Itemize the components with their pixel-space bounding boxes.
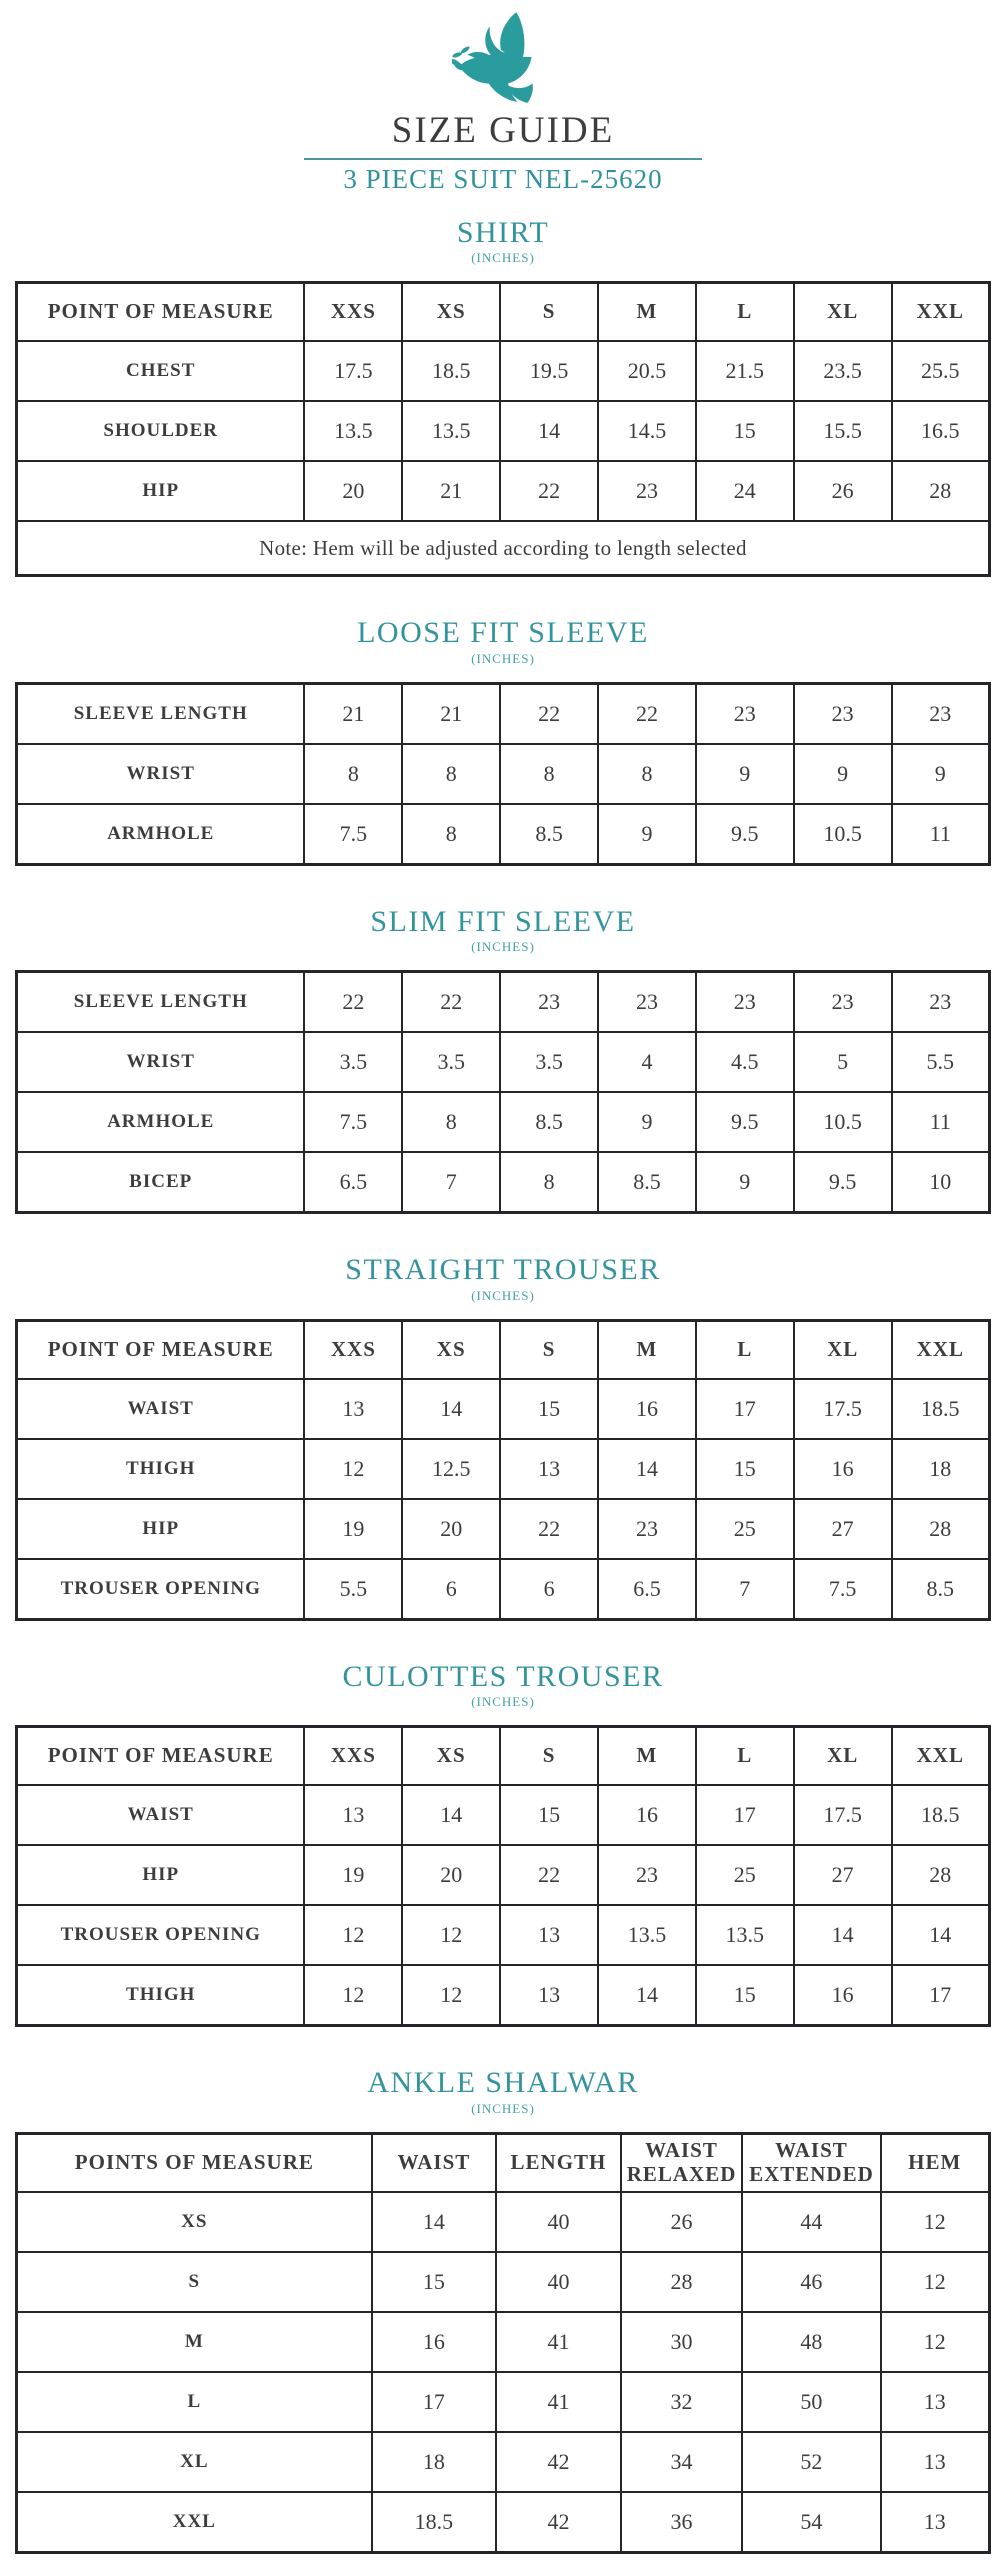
value-cell: 21.5 [696,341,794,401]
value-cell: 8 [402,744,500,804]
size-column-header: L [696,1727,794,1786]
value-cell: 13 [304,1379,402,1439]
value-cell: 6 [402,1559,500,1620]
row-label-cell: THIGH [17,1965,305,2026]
section-title: SLIM FIT SLEEVE [370,904,636,938]
value-cell: 3.5 [500,1032,598,1092]
value-cell: 14 [794,1905,892,1965]
value-cell: 23 [696,972,794,1033]
value-cell: 15.5 [794,401,892,461]
brand-logo [0,8,1006,112]
column-header-row [17,1727,990,1786]
table-row [17,2492,990,2553]
value-cell: 25 [696,1499,794,1559]
row-label-cell: BICEP [17,1152,305,1213]
row-label-cell: WRIST [17,1032,305,1092]
value-cell: 7.5 [304,804,402,865]
table-row [17,683,990,744]
size-table-straight-trouser [15,1319,991,1621]
section-straight-trouser [0,1254,1006,1621]
value-cell: 18 [892,1439,990,1499]
value-cell: 12 [881,2192,990,2252]
row-label-cell: S [17,2252,372,2312]
value-cell: 6.5 [304,1152,402,1213]
size-column-header: M [598,1727,696,1786]
table-row [17,1439,990,1499]
row-label-cell: HIP [17,1845,305,1905]
size-column-header: XXL [892,283,990,342]
value-cell: 12 [881,2312,990,2372]
value-cell: 13.5 [402,401,500,461]
value-cell: 13 [304,1785,402,1845]
section-title: SHIRT [456,215,550,249]
size-column-header: S [500,1727,598,1786]
value-cell: 18.5 [892,1379,990,1439]
value-cell: 22 [304,972,402,1033]
size-column-header: WAIST RELAXED [621,2133,743,2192]
measure-column-header: POINTS OF MEASURE [17,2133,372,2192]
value-cell: 7.5 [304,1092,402,1152]
value-cell: 16 [598,1785,696,1845]
size-column-header: WAIST EXTENDED [742,2133,880,2192]
value-cell: 4 [598,1032,696,1092]
value-cell: 44 [742,2192,880,2252]
value-cell: 9 [696,1152,794,1213]
value-cell: 19.5 [500,341,598,401]
value-cell: 13.5 [696,1905,794,1965]
value-cell: 9 [892,744,990,804]
row-label-cell: ARMHOLE [17,1092,305,1152]
value-cell: 23 [598,972,696,1033]
column-header-row [17,1320,990,1379]
row-label-cell: HIP [17,1499,305,1559]
table-row [17,401,990,461]
value-cell: 9 [696,744,794,804]
value-cell: 28 [892,1845,990,1905]
row-label-cell: SLEEVE LENGTH [17,683,305,744]
section-unit-label: (INCHES) [471,1287,535,1303]
value-cell: 11 [892,804,990,865]
value-cell: 5 [794,1032,892,1092]
size-column-header: XL [794,283,892,342]
value-cell: 54 [742,2492,880,2553]
size-column-header: WAIST [372,2133,497,2192]
row-label-cell: TROUSER OPENING [17,1905,305,1965]
size-column-header: LENGTH [496,2133,621,2192]
value-cell: 8.5 [500,804,598,865]
table-row [17,461,990,521]
page-title: SIZE GUIDE [391,110,615,151]
value-cell: 15 [696,1439,794,1499]
value-cell: 36 [621,2492,743,2553]
row-label-cell: WAIST [17,1379,305,1439]
section-title: CULOTTES TROUSER [342,1659,664,1693]
value-cell: 34 [621,2432,743,2492]
value-cell: 19 [304,1845,402,1905]
row-label-cell: TROUSER OPENING [17,1559,305,1620]
value-cell: 7.5 [794,1559,892,1620]
row-label-cell: SHOULDER [17,401,305,461]
table-row [17,1965,990,2026]
value-cell: 4.5 [696,1032,794,1092]
size-column-header: XXS [304,1727,402,1786]
value-cell: 10.5 [794,1092,892,1152]
section-unit-label: (INCHES) [471,650,535,666]
size-column-header: XL [794,1727,892,1786]
section-culottes-trouser [0,1661,1006,2028]
value-cell: 23 [696,683,794,744]
row-label-cell: ARMHOLE [17,804,305,865]
size-column-header: XXS [304,283,402,342]
value-cell: 21 [304,683,402,744]
value-cell: 11 [892,1092,990,1152]
value-cell: 21 [402,683,500,744]
size-column-header: XL [794,1320,892,1379]
value-cell: 17 [372,2372,497,2432]
value-cell: 8 [304,744,402,804]
value-cell: 8 [500,744,598,804]
size-column-header: L [696,1320,794,1379]
value-cell: 22 [402,972,500,1033]
value-cell: 52 [742,2432,880,2492]
value-cell: 20 [304,461,402,521]
value-cell: 26 [794,461,892,521]
table-row [17,2192,990,2252]
value-cell: 3.5 [402,1032,500,1092]
table-row [17,1785,990,1845]
column-header-row [17,2133,990,2192]
table-row [17,1499,990,1559]
size-sections [0,217,1006,2554]
value-cell: 16 [794,1439,892,1499]
value-cell: 18.5 [372,2492,497,2553]
value-cell: 9 [598,804,696,865]
value-cell: 13.5 [598,1905,696,1965]
value-cell: 22 [500,1845,598,1905]
value-cell: 9.5 [696,804,794,865]
value-cell: 23.5 [794,341,892,401]
value-cell: 48 [742,2312,880,2372]
value-cell: 15 [696,1965,794,2026]
page-header [0,8,1006,195]
value-cell: 6 [500,1559,598,1620]
value-cell: 13 [500,1439,598,1499]
section-loose-fit-sleeve [0,617,1006,866]
row-label-cell: WRIST [17,744,305,804]
table-row [17,1379,990,1439]
value-cell: 14 [500,401,598,461]
value-cell: 12.5 [402,1439,500,1499]
section-title: ANKLE SHALWAR [367,2066,639,2100]
section-unit-label: (INCHES) [471,250,535,266]
value-cell: 17 [696,1785,794,1845]
value-cell: 28 [621,2252,743,2312]
value-cell: 19 [304,1499,402,1559]
table-row [17,804,990,865]
value-cell: 15 [372,2252,497,2312]
size-table-culottes-trouser [15,1725,991,2027]
value-cell: 6.5 [598,1559,696,1620]
row-label-cell: THIGH [17,1439,305,1499]
value-cell: 26 [621,2192,743,2252]
size-column-header: XS [402,1320,500,1379]
row-label-cell: L [17,2372,372,2432]
size-column-header: XS [402,283,500,342]
value-cell: 20.5 [598,341,696,401]
size-column-header: XXL [892,1320,990,1379]
value-cell: 23 [892,972,990,1033]
measure-column-header: POINT OF MEASURE [17,283,305,342]
value-cell: 27 [794,1499,892,1559]
value-cell: 46 [742,2252,880,2312]
note-cell: Note: Hem will be adjusted according to length selected [17,521,990,576]
value-cell: 8 [402,804,500,865]
section-slim-fit-sleeve [0,906,1006,1215]
size-column-header: M [598,1320,696,1379]
value-cell: 14 [402,1785,500,1845]
value-cell: 25.5 [892,341,990,401]
value-cell: 8 [500,1152,598,1213]
value-cell: 17 [696,1379,794,1439]
value-cell: 8.5 [598,1152,696,1213]
value-cell: 41 [496,2372,621,2432]
value-cell: 12 [881,2252,990,2312]
section-title: STRAIGHT TROUSER [345,1253,661,1287]
value-cell: 17.5 [794,1379,892,1439]
value-cell: 15 [500,1379,598,1439]
value-cell: 20 [402,1499,500,1559]
value-cell: 23 [598,1499,696,1559]
value-cell: 23 [598,461,696,521]
value-cell: 10.5 [794,804,892,865]
value-cell: 8.5 [892,1559,990,1620]
value-cell: 3.5 [304,1032,402,1092]
value-cell: 13 [881,2372,990,2432]
value-cell: 22 [598,683,696,744]
table-row [17,2252,990,2312]
value-cell: 42 [496,2432,621,2492]
size-column-header: S [500,1320,598,1379]
table-row [17,1845,990,1905]
value-cell: 12 [402,1905,500,1965]
value-cell: 9.5 [696,1092,794,1152]
dove-with-olive-branch-icon [452,12,554,106]
size-table-ankle-shalwar [15,2132,991,2554]
size-table-slim-fit-sleeve [15,970,991,1214]
value-cell: 41 [496,2312,621,2372]
table-row [17,1559,990,1620]
value-cell: 12 [304,1905,402,1965]
value-cell: 9.5 [794,1152,892,1213]
value-cell: 28 [892,1499,990,1559]
row-label-cell: CHEST [17,341,305,401]
value-cell: 8 [402,1092,500,1152]
value-cell: 16.5 [892,401,990,461]
size-table-shirt [15,281,991,577]
size-table-loose-fit-sleeve [15,682,991,866]
value-cell: 20 [402,1845,500,1905]
value-cell: 22 [500,683,598,744]
size-column-header: XXS [304,1320,402,1379]
section-unit-label: (INCHES) [471,2100,535,2116]
size-column-header: M [598,283,696,342]
value-cell: 17.5 [304,341,402,401]
value-cell: 8.5 [500,1092,598,1152]
size-column-header: HEM [881,2133,990,2192]
value-cell: 14 [598,1965,696,2026]
value-cell: 14 [598,1439,696,1499]
value-cell: 13 [500,1905,598,1965]
value-cell: 14 [892,1905,990,1965]
value-cell: 14.5 [598,401,696,461]
row-label-cell: XL [17,2432,372,2492]
value-cell: 27 [794,1845,892,1905]
section-shirt [0,217,1006,578]
product-subtitle: 3 PIECE SUIT NEL-25620 [343,163,663,194]
value-cell: 14 [402,1379,500,1439]
value-cell: 5.5 [892,1032,990,1092]
row-label-cell: HIP [17,461,305,521]
value-cell: 50 [742,2372,880,2432]
value-cell: 8 [598,744,696,804]
value-cell: 22 [500,461,598,521]
value-cell: 7 [696,1559,794,1620]
value-cell: 23 [500,972,598,1033]
section-unit-label: (INCHES) [471,939,535,955]
measure-column-header: POINT OF MEASURE [17,1320,305,1379]
table-row [17,341,990,401]
value-cell: 40 [496,2252,621,2312]
value-cell: 23 [794,972,892,1033]
value-cell: 23 [794,683,892,744]
value-cell: 14 [372,2192,497,2252]
value-cell: 7 [402,1152,500,1213]
size-column-header: L [696,283,794,342]
table-row [17,1092,990,1152]
section-unit-label: (INCHES) [471,1694,535,1710]
row-label-cell: WAIST [17,1785,305,1845]
value-cell: 12 [402,1965,500,2026]
value-cell: 13 [881,2492,990,2553]
value-cell: 17.5 [794,1785,892,1845]
value-cell: 16 [794,1965,892,2026]
column-header-row [17,283,990,342]
value-cell: 40 [496,2192,621,2252]
value-cell: 32 [621,2372,743,2432]
value-cell: 13.5 [304,401,402,461]
value-cell: 25 [696,1845,794,1905]
value-cell: 24 [696,461,794,521]
value-cell: 12 [304,1965,402,2026]
value-cell: 5.5 [304,1559,402,1620]
size-column-header: XS [402,1727,500,1786]
row-label-cell: SLEEVE LENGTH [17,972,305,1033]
row-label-cell: M [17,2312,372,2372]
value-cell: 13 [500,1965,598,2026]
size-column-header: S [500,283,598,342]
value-cell: 23 [598,1845,696,1905]
note-row [17,521,990,576]
value-cell: 15 [500,1785,598,1845]
table-row [17,1905,990,1965]
value-cell: 10 [892,1152,990,1213]
value-cell: 17 [892,1965,990,2026]
table-row [17,972,990,1033]
section-title: LOOSE FIT SLEEVE [357,616,649,650]
value-cell: 9 [598,1092,696,1152]
table-row [17,2312,990,2372]
value-cell: 12 [304,1439,402,1499]
title-underline [304,158,702,160]
value-cell: 18.5 [892,1785,990,1845]
value-cell: 15 [696,401,794,461]
row-label-cell: XXL [17,2492,372,2553]
value-cell: 30 [621,2312,743,2372]
value-cell: 22 [500,1499,598,1559]
table-row [17,2432,990,2492]
value-cell: 42 [496,2492,621,2553]
value-cell: 16 [372,2312,497,2372]
measure-column-header: POINT OF MEASURE [17,1727,305,1786]
table-row [17,744,990,804]
section-ankle-shalwar [0,2067,1006,2554]
row-label-cell: XS [17,2192,372,2252]
value-cell: 16 [598,1379,696,1439]
size-column-header: XXL [892,1727,990,1786]
value-cell: 18.5 [402,341,500,401]
value-cell: 18 [372,2432,497,2492]
table-row [17,1032,990,1092]
table-row [17,2372,990,2432]
value-cell: 21 [402,461,500,521]
value-cell: 23 [892,683,990,744]
table-row [17,1152,990,1213]
value-cell: 28 [892,461,990,521]
value-cell: 13 [881,2432,990,2492]
value-cell: 9 [794,744,892,804]
